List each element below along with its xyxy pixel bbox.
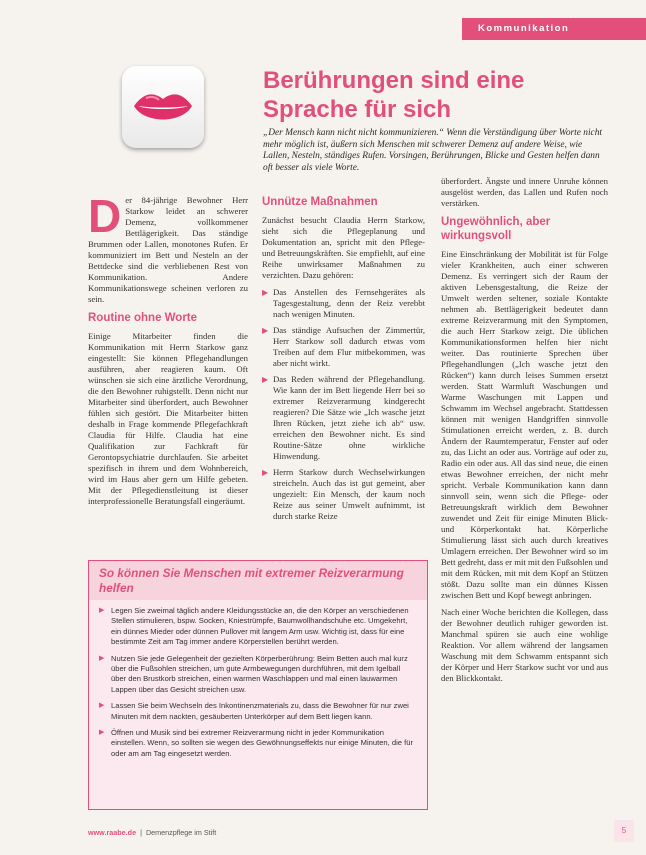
page-number: 5	[614, 820, 634, 842]
list-item: ▶ Lassen Sie beim Wechseln des Inkontinenzmaterials zu, dass die Bewohner für nur zwei Minuten mit dem nackten, gesäuberten Unterkörper auf dem Bett liegen kann.	[99, 701, 409, 721]
bullet-icon: ▶	[262, 375, 269, 384]
bullet-icon: ▶	[262, 326, 269, 335]
list-item: ▶ Öffnen und Musik sind bei extremer Reizverarmung nicht in jeder Kommunikation einstellen. Wenn, so sollten sie wegen des Gewöhnungseffekts nur einige Minuten, die für oder am am Tag eingesetzt werden.	[99, 728, 413, 758]
footer-publication: Demenzpflege im Stift	[145, 828, 217, 837]
article-intro: „Der Mensch kann nicht nicht kommunizieren.“ Wenn die Verständigung über Worte nicht mehr möglich ist, äußern sich Menschen mit schwerer Demenz auf andere Weise, wie Lallen, Nesteln, ständiges Rufen. Vorsingen, Berührungen, Blicke und Gesten helfen dann oft besser als viele Worte.	[263, 128, 603, 173]
section-label: Kommunikation	[462, 18, 646, 40]
tips-box	[88, 560, 428, 810]
bullet-icon: ▶	[99, 729, 105, 737]
column-3	[441, 176, 608, 690]
list-item: ▶ Legen Sie zweimal täglich andere Kleidungsstücke an, die den Körper an verschiedenen Stellen stimulieren, bspw. Socken, Kniestrümpfe, Baumwollhandschuhe etc. Umgekehrt, ein dünnes Mieder oder dünnen Pullover mit langem Arm usw. Wichtig ist, dass für eine bestimmte Zeit am Tag immer andere Körperstellen berührt werden.	[99, 606, 409, 647]
col3-para0: überfordert. Ängste und innere Unruhe können ausgelöst werden, das Lallen und Rufen noch verstärken.	[441, 176, 608, 208]
tips-box-heading: So können Sie Menschen mit extremer Reizverarmung helfen	[89, 561, 427, 600]
lips-icon	[122, 66, 204, 148]
bullet-icon: ▶	[99, 654, 105, 662]
list-item: ▶ Das Reden während der Pflegehandlung. Wie kann der im Bett liegende Herr bei so extremer Reizverarmung kindgerecht reagieren? Die Sätze wie „Ich wasche jetzt Ihren Rücken, jetzt ziehe ich ab“ usw. erreichen den Bewohner nicht. Es sind Routine-Sätze ohne wirkliche Hinwendung.	[262, 374, 425, 461]
col3-para1: Eine Einschränkung der Mobilität ist für Folge vieler Krankheiten, auch einer schweren Demenz. Es verringert sich der Raum der aktiven Lebensgestaltung, die Reize der Umwelt werden seltener, soziale Kontakte nehmen ab. Bettlägerigkeit bedeutet dann extreme Reizverarmung mit den Symptomen, die auch Herr Starkow zeigt. Die üblichen Kommunikationsformen helfen hier nicht weiter. Das routinierte Sprechen über Pflegehandlungen („Ich wasche jetzt den Rücken“) kann durch leises Summen ersetzt werden. Statt Warmluft Waschungen und Warme Waschungen mit Lappen und Schwamm im Wechsel angebracht. Stattdessen können mit wenigen Handgriffen sinnvolle Stimulationen erreicht werden, z. B. durch Ändern der Raumtemperatur, Fenster auf oder zu, das Licht an oder aus. Vorträge auf oder zu, Radio ein oder aus. All das sind neue, die einen etwas Bewohner erreichen, der nicht mehr spricht. Verbale Kommunikation kann dann sinnvoll sein, wenn sich die Pflege- oder Betreuungskraft wirklich dem Bewohner zuwendet und Zeit für einige Minuten Blick- und Körperkontakt hat. Körperliche Stimulierung lässt sich auch durch kreatives Umlagern erreichen. Der Bewohner wird so im Bett gedreht, dass er mit mit den Fußsohlen und mit dem Rücken, mit mit dem Kopf an Stützen stößt. Dazu sollte man ein dünnes Kissen zwischen Bett und Kopf bewegt anbringen.	[441, 249, 608, 600]
list-item: ▶ Herrn Starkow durch Wechselwirkungen streicheln. Auch das ist gut gemeint, aber ungezielt: Ein Mensch, der kaum noch Reize aus seiner Umwelt aufnimmt, ist durch starke Reize	[262, 467, 425, 521]
list-item: ▶ Das ständige Aufsuchen der Zimmertür, Herr Starkow soll dadurch etwas vom Treiben auf dem Flur mitbekommen, was aber nicht wirkt.	[262, 325, 425, 368]
lips-icon-graphic	[132, 88, 194, 126]
col1-para1: er 84-jährige Bewohner Herr Starkow leidet an schwerer Demenz, vollkommener Bettlägerigkeit. Das ständige Brummen oder Lallen, monotones Rufen. Er kommuniziert im Bett und Nesteln an der Bettdecke sind die verbliebenen Rest von Kommunikation. Andere Kommunikationswege scheinen verloren zu sein.	[88, 195, 248, 304]
tips-list	[89, 600, 427, 759]
col1-para2: Einige Mitarbeiter finden die Kommunikation mit Herrn Starkow ganz eingestellt: Sie können Pflegehandlungen ausführen, aber reagieren kaum. Oft wünschen sie sich eine ärztliche Verordnung, die den Bewohner ruhigstellt. Denn nicht nur Mitarbeiter sind überfordert, auch Bewohner fühlen sich gestört. Die Mitarbeiter bitten deshalb in Frage kommende Pflegefachkraft Claudia für Hilfe. Claudia hat eine Qualifikation zur Fachkraft für Gerontopsychiatrie durchlaufen. Sie arbeitet spezifisch in ihrem und dem Wohnbereich, wird im Haus aber gern um Hilfe gebeten. Mit der Pflegedienstleitung ist dieser interprofessionelle Beratungsfall eingeräumt.	[88, 331, 248, 506]
column-2	[262, 195, 425, 527]
bullet-icon: ▶	[262, 468, 269, 477]
bullet-icon: ▶	[99, 702, 105, 710]
col2-para1: Zunächst besucht Claudia Herrn Starkow, sieht sich die Pflegeplanung und Dokumentation an, spricht mit den Pflege- und Betreuungskräften. Sie empfiehlt, auf eine Reihe unwirksamer Maßnahmen zu verzichten. Dazu gehören:	[262, 215, 425, 280]
col3-para2: Nach einer Woche berichten die Kollegen, dass der Bewohner deutlich ruhiger geworden ist. Manchmal spüren sie auch eine wohlige Reaktion. Vor allem während der langsamen Waschung mit dem Schwamm entspannt sich der Körper und Herr Starkow sucht vor und aus den Blickkontakt.	[441, 607, 608, 683]
column-1	[88, 190, 248, 513]
measures-list	[262, 287, 425, 522]
list-item: ▶ Das Anstellen des Fernsehgerätes als Tagesgestaltung, denn der Reiz verebbt nach wenigen Minuten.	[262, 287, 425, 319]
heading-unnuetze: Unnütze Maßnahmen	[262, 196, 378, 208]
heading-ungewoehnlich: Ungewöhnlich, aber wirkungsvoll	[441, 216, 551, 242]
list-item: ▶ Nutzen Sie jede Gelegenheit der gezielten Körperberührung: Beim Betten auch mal kurz über die Fußsohlen streichen, um gute Armbewegungen durchführen, mit dem Igelball über den Brustkorb streichen, einen warmen Waschlappen und mal einen lauwarmen Lappen über das Gesicht streichen usw.	[99, 653, 408, 694]
heading-routine: Routine ohne Worte	[88, 312, 198, 324]
bullet-icon: ▶	[262, 288, 269, 297]
article-title: Berührungen sind eine Sprache für sich	[263, 67, 525, 123]
footer-url[interactable]: www.raabe.de	[88, 828, 137, 837]
footer: www.raabe.de | Demenzpflege im Stift	[88, 828, 217, 837]
drop-cap: D	[88, 190, 122, 242]
bullet-icon: ▶	[99, 607, 105, 614]
